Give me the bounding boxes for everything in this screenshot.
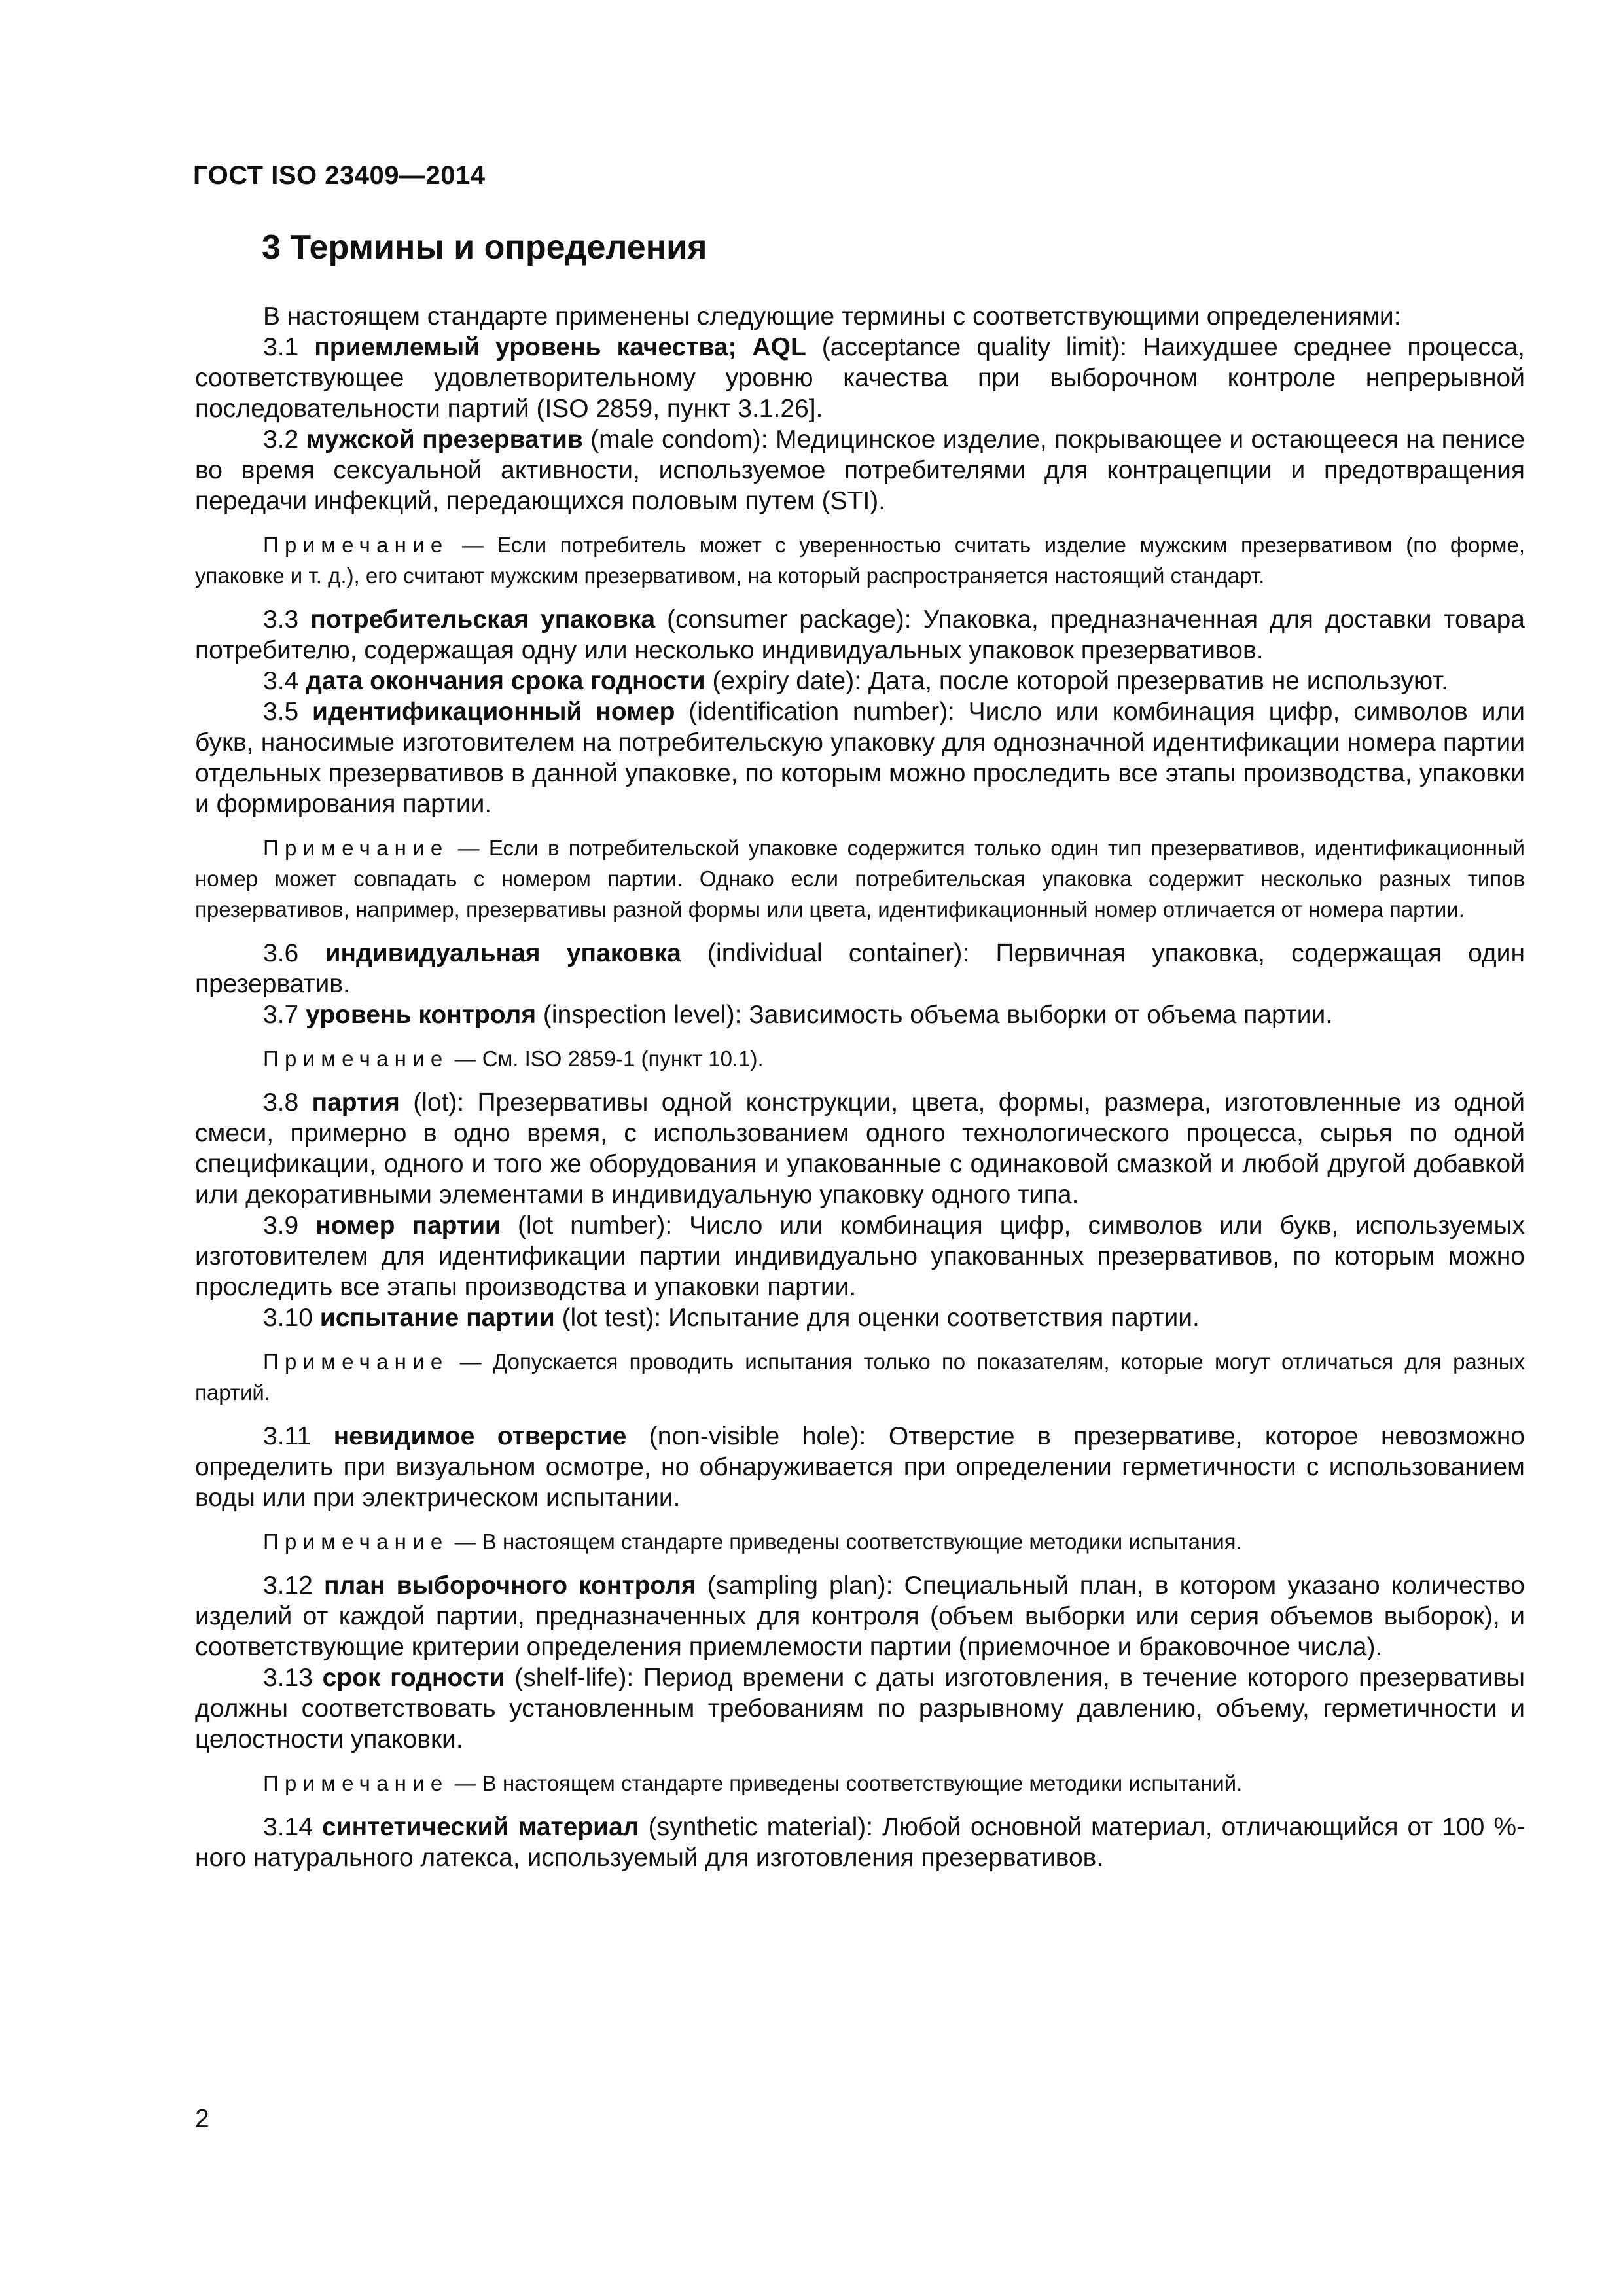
term-entry (195, 424, 1525, 516)
term-number: 3.4 (263, 667, 299, 695)
term-entry (195, 696, 1525, 819)
term-name: испытание партии (319, 1304, 555, 1332)
term-entry (195, 1812, 1525, 1873)
term-entry (195, 666, 1525, 696)
term-number: 3.11 (263, 1422, 312, 1450)
term-number: 3.10 (263, 1304, 313, 1332)
term-definition: (male condom): Медицинское изделие, покрывающее и остающееся на пенисе во время сексуальной активности, используемое потребителями для контрацепции и предотвращения передачи инфекций, передающихся половым путем (STI). (195, 425, 1525, 515)
term-name: потребительская упаковка (310, 605, 656, 634)
term-definition: (individual container): Первичная упаковка, содержащая один презерватив. (195, 939, 1525, 998)
term-number: 3.5 (263, 698, 299, 726)
term-definition: (consumer package): Упаковка, предназначенная для доставки товара потребителю, содержащая одну или несколько индивидуальных упаковок презервативов. (195, 605, 1525, 664)
term-name: невидимое отверстие (333, 1422, 627, 1450)
term-name: номер партии (315, 1211, 501, 1240)
term-number: 3.8 (263, 1088, 299, 1117)
term-entry (195, 938, 1525, 999)
term-definition: (acceptance quality limit): Наихудшее среднее процесса, соответствующее удовлетворительному уровню качества при выборочном контроле непрерывной последовательности партий (ISO 2859, пункт 3.1.26]. (195, 333, 1525, 423)
term-definition: (identification number): Число или комбинация цифр, символов или букв, наносимые изготовителем на потребительскую упаковку для однозначной идентификации номера партии отдельных презервативов в данной упаковке, по которым можно проследить все этапы производства, упаковки и формирования партии. (195, 698, 1525, 818)
note-text: — В настоящем стандарте приведены соответствующие методики испытания. (448, 1530, 1242, 1554)
term-definition: (lot number): Число или комбинация цифр, символов или букв, используемых изготовителем для идентификации партии индивидуально упакованных презервативов, по которым можно проследить все этапы производства и упаковки партии. (195, 1211, 1525, 1301)
note-text: — Если в потребительской упаковке содержится только один тип презервативов, идентификационный номер может совпадать с номером партии. Однако если потребительская упаковка содержит несколько разных типов презервативов, например, презервативы разной формы или цвета, идентификационный номер отличается от номера партии. (195, 836, 1525, 922)
term-entry (195, 604, 1525, 666)
note-label: Примечание (263, 836, 449, 860)
standard-code-header: ГОСТ ISO 23409—2014 (193, 161, 486, 190)
term-number: 3.3 (263, 605, 299, 634)
term-definition: (expiry date): Дата, после которой презерватив не используют. (705, 667, 1448, 695)
term-definition: (inspection level): Зависимость объема выборки от объема партии. (536, 1001, 1333, 1029)
term-definition: (non-visible hole): Отверстие в презервативе, которое невозможно определить при визуальном осмотре, но обнаруживается при определении герметичности с использованием воды или при электрическом испытании. (195, 1422, 1525, 1512)
term-entry (195, 1302, 1525, 1333)
term-number: 3.13 (263, 1664, 313, 1692)
term-name: приемлемый уровень качества; AQL (314, 333, 806, 361)
term-number: 3.9 (263, 1211, 299, 1240)
section-content (195, 301, 1525, 1873)
note (195, 529, 1525, 591)
note-label: Примечание (263, 1047, 449, 1071)
note-text: — Допускается проводить испытания только по показателям, которые могут отличаться для разных партий. (195, 1350, 1525, 1405)
note-text: — Если потребитель может с уверенностью считать изделие мужским презервативом (по форме, упаковке и т. д.), его считают мужским презервативом, на который распространяется настоящий стандарт. (195, 533, 1525, 588)
term-entry (195, 1570, 1525, 1662)
section-intro: В настоящем стандарте применены следующие термины с соответствующими определениями: (263, 302, 1401, 331)
note (195, 1043, 1525, 1074)
term-definition: (lot test): Испытание для оценки соответствия партии. (554, 1304, 1200, 1332)
term-name: мужской презерватив (306, 425, 583, 454)
term-definition: (synthetic material): Любой основной материал, отличающийся от 100 %-ного натурального латекса, используемый для изготовления презервативов. (195, 1813, 1525, 1872)
term-entry (195, 332, 1525, 424)
term-number: 3.2 (263, 425, 299, 454)
term-name: партия (312, 1088, 400, 1117)
term-name: срок годности (322, 1664, 505, 1692)
term-entry (195, 1421, 1525, 1513)
term-number: 3.1 (263, 333, 299, 361)
term-entry (195, 1087, 1525, 1210)
note (195, 1526, 1525, 1557)
term-name: индивидуальная упаковка (325, 939, 681, 967)
note-text: — См. ISO 2859-1 (пункт 10.1). (448, 1047, 764, 1071)
note (195, 1768, 1525, 1799)
term-number: 3.14 (263, 1813, 313, 1841)
term-definition: (lot): Презервативы одной конструкции, цвета, формы, размера, изготовленные из одной смеси, примерно в одно время, с использованием одного технологического процесса, сырья по одной спецификации, одного и того же оборудования и упакованные с одинаковой смазкой и любой другой добавкой или декоративными элементами в индивидуальную упаковку одного типа. (195, 1088, 1525, 1209)
term-number: 3.12 (263, 1571, 313, 1600)
term-number: 3.7 (263, 1001, 299, 1029)
term-entry (195, 999, 1525, 1030)
section-title: 3 Термины и определения (262, 228, 707, 266)
term-name: уровень контроля (306, 1001, 537, 1029)
note-text: — В настоящем стандарте приведены соответствующие методики испытаний. (448, 1771, 1243, 1795)
note-label: Примечание (263, 1350, 449, 1374)
note (195, 1346, 1525, 1408)
note-label: Примечание (263, 533, 449, 557)
note-label: Примечание (263, 1530, 449, 1554)
note (195, 833, 1525, 925)
term-name: план выборочного контроля (323, 1571, 696, 1600)
term-name: синтетический материал (321, 1813, 639, 1841)
term-entry (195, 1210, 1525, 1302)
term-name: дата окончания срока годности (306, 667, 705, 695)
note-label: Примечание (263, 1771, 449, 1795)
page-number: 2 (195, 2105, 209, 2133)
term-name: идентификационный номер (312, 698, 675, 726)
term-definition: (shelf-life): Период времени с даты изготовления, в течение которого презервативы должны соответствовать установленным требованиям по разрывному давлению, объему, герметичности и целостности упаковки. (195, 1664, 1525, 1753)
term-number: 3.6 (263, 939, 299, 967)
term-definition: (sampling plan): Специальный план, в котором указано количество изделий от каждой партии, предназначенных для контроля (объем выборки или серия объемов выборок), и соответствующие критерии определения приемлемости партии (приемочное и браковочное числа). (195, 1571, 1525, 1661)
term-entry (195, 1662, 1525, 1755)
